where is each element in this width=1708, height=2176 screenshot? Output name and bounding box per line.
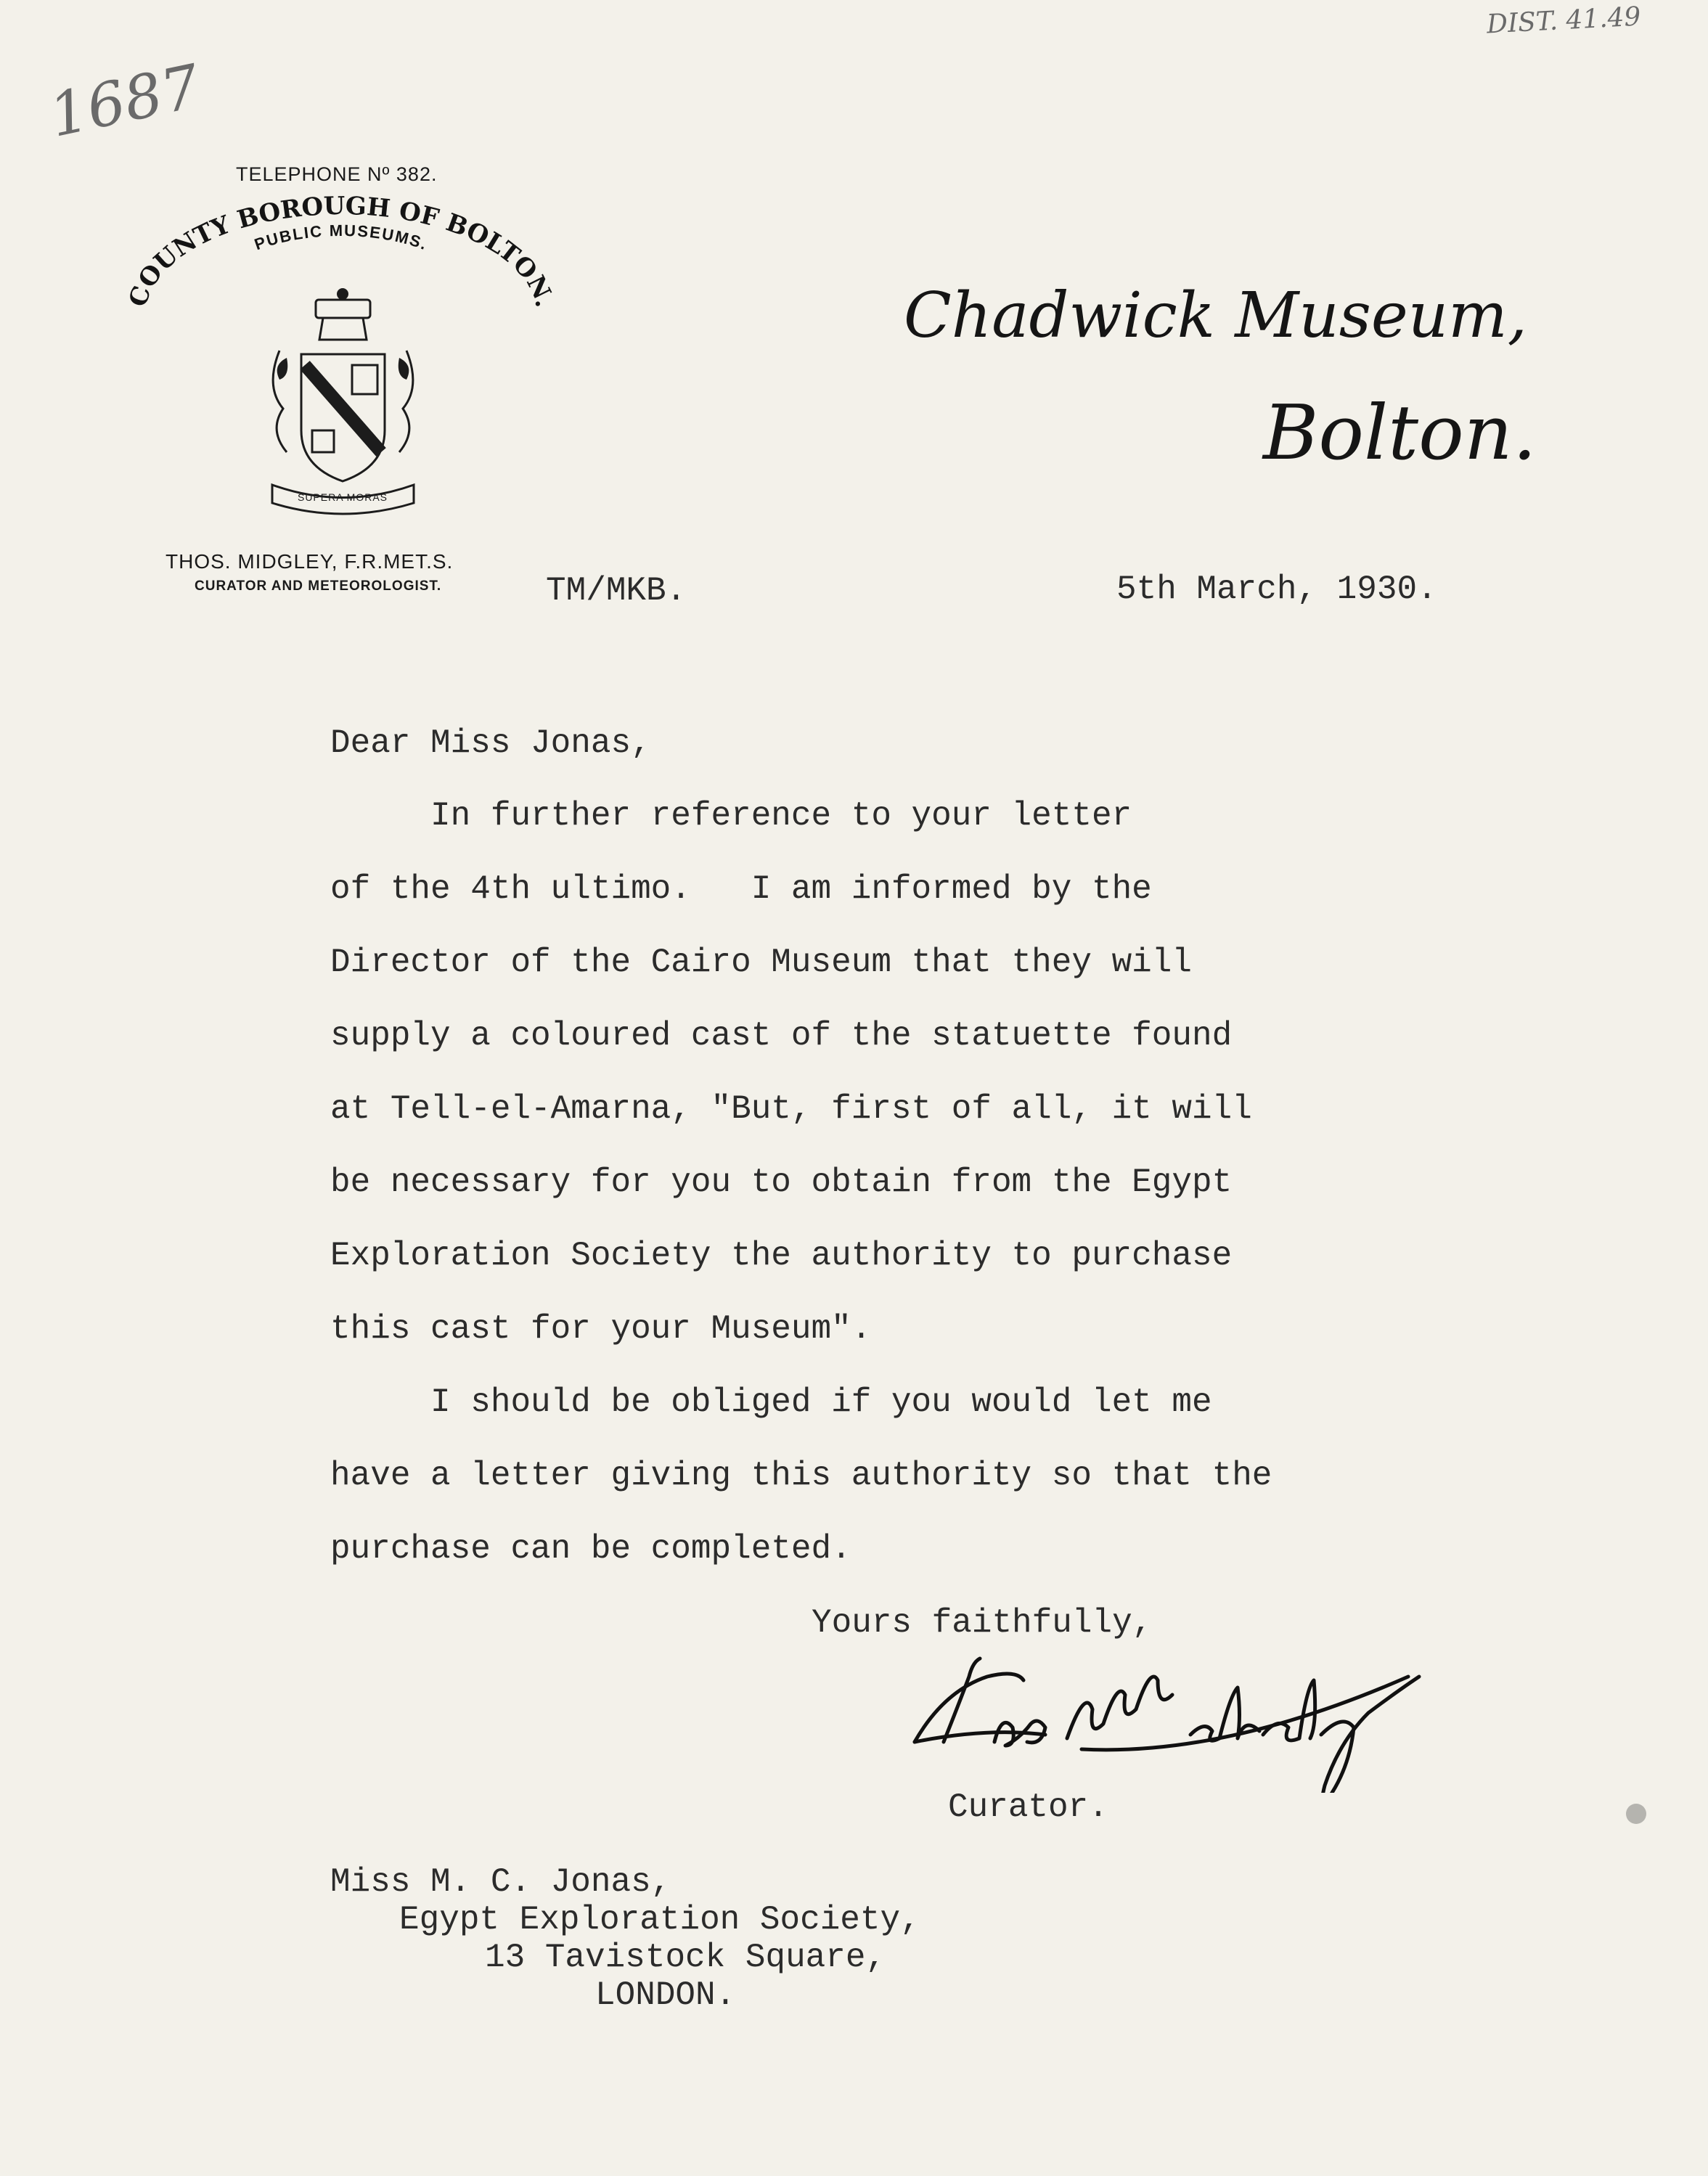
crest-motto: SUPERA MORAS: [297, 491, 388, 503]
signatory-title: Curator.: [948, 1788, 1108, 1826]
recipient-line-2: Egypt Exploration Society,: [399, 1901, 920, 1939]
letter-date: 5th March, 1930.: [1116, 570, 1437, 608]
paper-stain: [1626, 1804, 1646, 1824]
coat-of-arms-icon: [258, 285, 428, 518]
archive-reference-annotation: DIST. 41.49: [1486, 1, 1642, 40]
salutation: Dear Miss Jonas,: [330, 724, 651, 762]
body-line-1: In further reference to your letter: [330, 797, 1132, 835]
closing: Yours faithfully,: [812, 1604, 1153, 1642]
body-line-9: I should be obliged if you would let me: [330, 1383, 1212, 1421]
department-name: PUBLIC MUSEUMS.: [252, 221, 431, 254]
signature: [900, 1633, 1437, 1793]
body-line-8: this cast for your Museum".: [330, 1310, 872, 1348]
borough-coat-of-arms: [258, 285, 428, 518]
curator-name: THOS. MIDGLEY, F.R.MET.S.: [166, 550, 454, 573]
recipient-line-3: 13 Tavistock Square,: [485, 1939, 886, 1976]
body-line-7: Exploration Society the authority to purchase: [330, 1237, 1233, 1275]
body-line-10: have a letter giving this authority so that the: [330, 1457, 1272, 1494]
body-line-5: at Tell-el-Amarna, "But, first of all, it will: [330, 1090, 1252, 1128]
body-line-2: of the 4th ultimo. I am informed by the: [330, 870, 1152, 908]
recipient-line-4: LONDON.: [595, 1976, 736, 2014]
file-number-annotation: 1687: [44, 52, 206, 151]
body-line-3: Director of the Cairo Museum that they will: [330, 944, 1192, 981]
telephone-number: TELEPHONE Nº 382.: [236, 163, 438, 185]
museum-town: Bolton.: [1263, 388, 1537, 477]
museum-name: Chadwick Museum,: [904, 279, 1527, 352]
borough-name: COUNTY BOROUGH OF BOLTON.: [123, 196, 559, 311]
letter-reference: TM/MKB.: [546, 572, 687, 610]
body-line-4: supply a coloured cast of the statuette found: [330, 1017, 1233, 1055]
recipient-line-1: Miss M. C. Jonas,: [330, 1863, 671, 1901]
body-line-6: be necessary for you to obtain from the Egypt: [330, 1163, 1233, 1201]
body-line-11: purchase can be completed.: [330, 1530, 851, 1568]
curator-title: CURATOR AND METEOROLOGIST.: [195, 578, 442, 594]
